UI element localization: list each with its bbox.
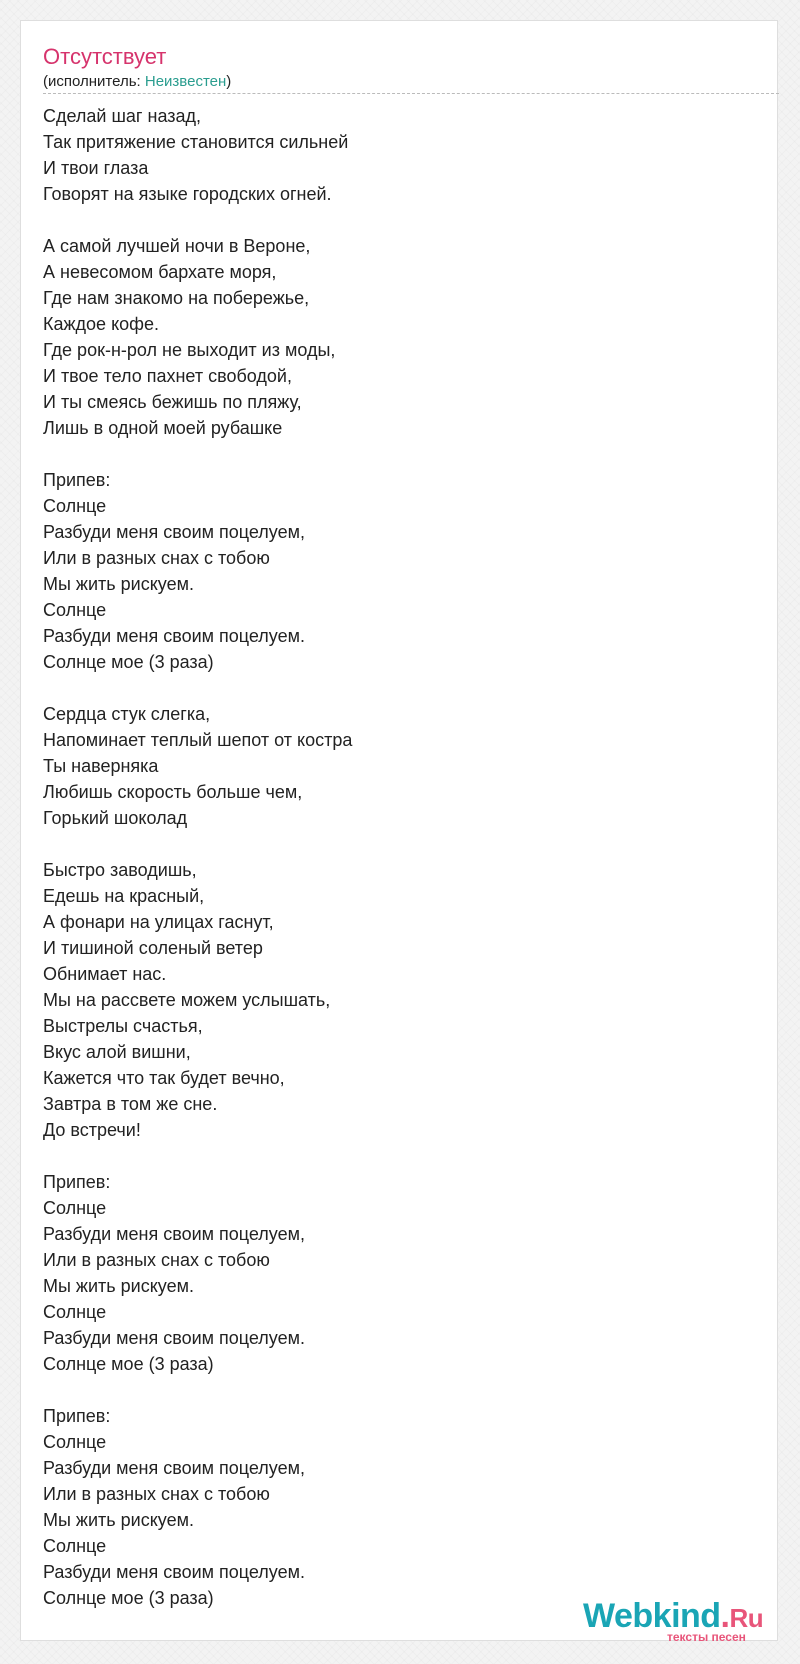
lyrics-line: Завтра в том же сне.	[43, 1094, 218, 1114]
lyrics-line: Солнце мое (3 раза)	[43, 652, 214, 672]
logo-main-text: Webkind	[583, 1597, 721, 1635]
lyrics-stanza	[43, 233, 743, 441]
lyrics-line: Мы жить рискуем.	[43, 574, 194, 594]
lyrics-stanza	[43, 857, 743, 1143]
lyrics-line: Мы жить рискуем.	[43, 1510, 194, 1530]
lyrics-line: Разбуди меня своим поцелуем,	[43, 1458, 305, 1478]
lyrics-line: И твое тело пахнет свободой,	[43, 366, 292, 386]
song-title: Отсутствует	[43, 44, 167, 69]
lyrics-line: Сделай шаг назад,	[43, 106, 202, 126]
lyrics-line: Солнце	[43, 1302, 107, 1322]
lyrics-line: Мы на рассвете можем услышать,	[43, 990, 331, 1010]
lyrics-body	[43, 103, 743, 1637]
lyrics-line: Любишь скорость больше чем,	[43, 782, 303, 802]
lyrics-line: Или в разных снах с тобою	[43, 548, 270, 568]
lyrics-card	[20, 20, 778, 1644]
lyrics-line: Быстро заводишь,	[43, 860, 197, 880]
lyrics-line: Каждое кофе.	[43, 314, 159, 334]
lyrics-line: Припев:	[43, 1172, 111, 1192]
divider	[43, 93, 779, 94]
lyrics-line: Вкус алой вишни,	[43, 1042, 191, 1062]
logo-tld: Ru	[729, 1603, 764, 1633]
lyrics-line: Мы жить рискуем.	[43, 1276, 194, 1296]
lyrics-line: Обнимает нас.	[43, 964, 167, 984]
lyrics-line: Ты наверняка	[43, 756, 159, 776]
lyrics-line: Кажется что так будет вечно,	[43, 1068, 285, 1088]
logo-tagline: тексты песен	[667, 1630, 746, 1644]
lyrics-line: Сердца стук слегка,	[43, 704, 211, 724]
lyrics-stanza	[43, 1403, 743, 1611]
lyrics-line: И ты смеясь бежишь по пляжу,	[43, 392, 302, 412]
lyrics-line: Где нам знакомо на побережье,	[43, 288, 310, 308]
lyrics-line: Солнце	[43, 1432, 107, 1452]
lyrics-line: Солнце	[43, 1536, 107, 1556]
lyrics-line: Где рок-н-рол не выходит из моды,	[43, 340, 336, 360]
lyrics-line: Лишь в одной моей рубашке	[43, 418, 283, 438]
lyrics-line: Солнце	[43, 1198, 107, 1218]
lyrics-stanza	[43, 701, 743, 831]
lyrics-line: Или в разных снах с тобою	[43, 1250, 270, 1270]
artist-link[interactable]: Неизвестен	[144, 73, 227, 90]
lyrics-line: Припев:	[43, 470, 111, 490]
lyrics-line: А самой лучшей ночи в Вероне,	[43, 236, 311, 256]
lyrics-line: И твои глаза	[43, 158, 149, 178]
lyrics-line: Разбуди меня своим поцелуем.	[43, 626, 305, 646]
lyrics-stanza	[43, 1169, 743, 1377]
lyrics-line: Разбуди меня своим поцелуем.	[43, 1328, 305, 1348]
artist-suffix: )	[226, 73, 232, 90]
lyrics-stanza	[43, 467, 743, 675]
lyrics-line: Разбуди меня своим поцелуем,	[43, 522, 305, 542]
site-logo[interactable]	[583, 1599, 793, 1643]
lyrics-line: Говорят на языке городских огней.	[43, 184, 332, 204]
lyrics-line: А фонари на улицах гаснут,	[43, 912, 274, 932]
lyrics-line: Солнце мое (3 раза)	[43, 1588, 214, 1608]
lyrics-line: До встречи!	[43, 1120, 141, 1140]
artist-prefix: (исполнитель:	[43, 73, 145, 90]
artist-line	[43, 73, 231, 91]
lyrics-line: Горький шоколад	[43, 808, 188, 828]
lyrics-line: А невесомом бархате моря,	[43, 262, 277, 282]
lyrics-line: Едешь на красный,	[43, 886, 205, 906]
lyrics-line: Солнце мое (3 раза)	[43, 1354, 214, 1374]
logo-dot: .	[720, 1597, 730, 1635]
lyrics-stanza	[43, 103, 743, 207]
lyrics-line: Напоминает теплый шепот от костра	[43, 730, 353, 750]
lyrics-line: И тишиной соленый ветер	[43, 938, 263, 958]
lyrics-line: Выстрелы счастья,	[43, 1016, 203, 1036]
lyrics-line: Разбуди меня своим поцелуем.	[43, 1562, 305, 1582]
lyrics-line: Или в разных снах с тобою	[43, 1484, 270, 1504]
lyrics-line: Припев:	[43, 1406, 111, 1426]
lyrics-line: Солнце	[43, 600, 107, 620]
lyrics-line: Солнце	[43, 496, 107, 516]
lyrics-line: Разбуди меня своим поцелуем,	[43, 1224, 305, 1244]
lyrics-line: Так притяжение становится сильней	[43, 132, 349, 152]
